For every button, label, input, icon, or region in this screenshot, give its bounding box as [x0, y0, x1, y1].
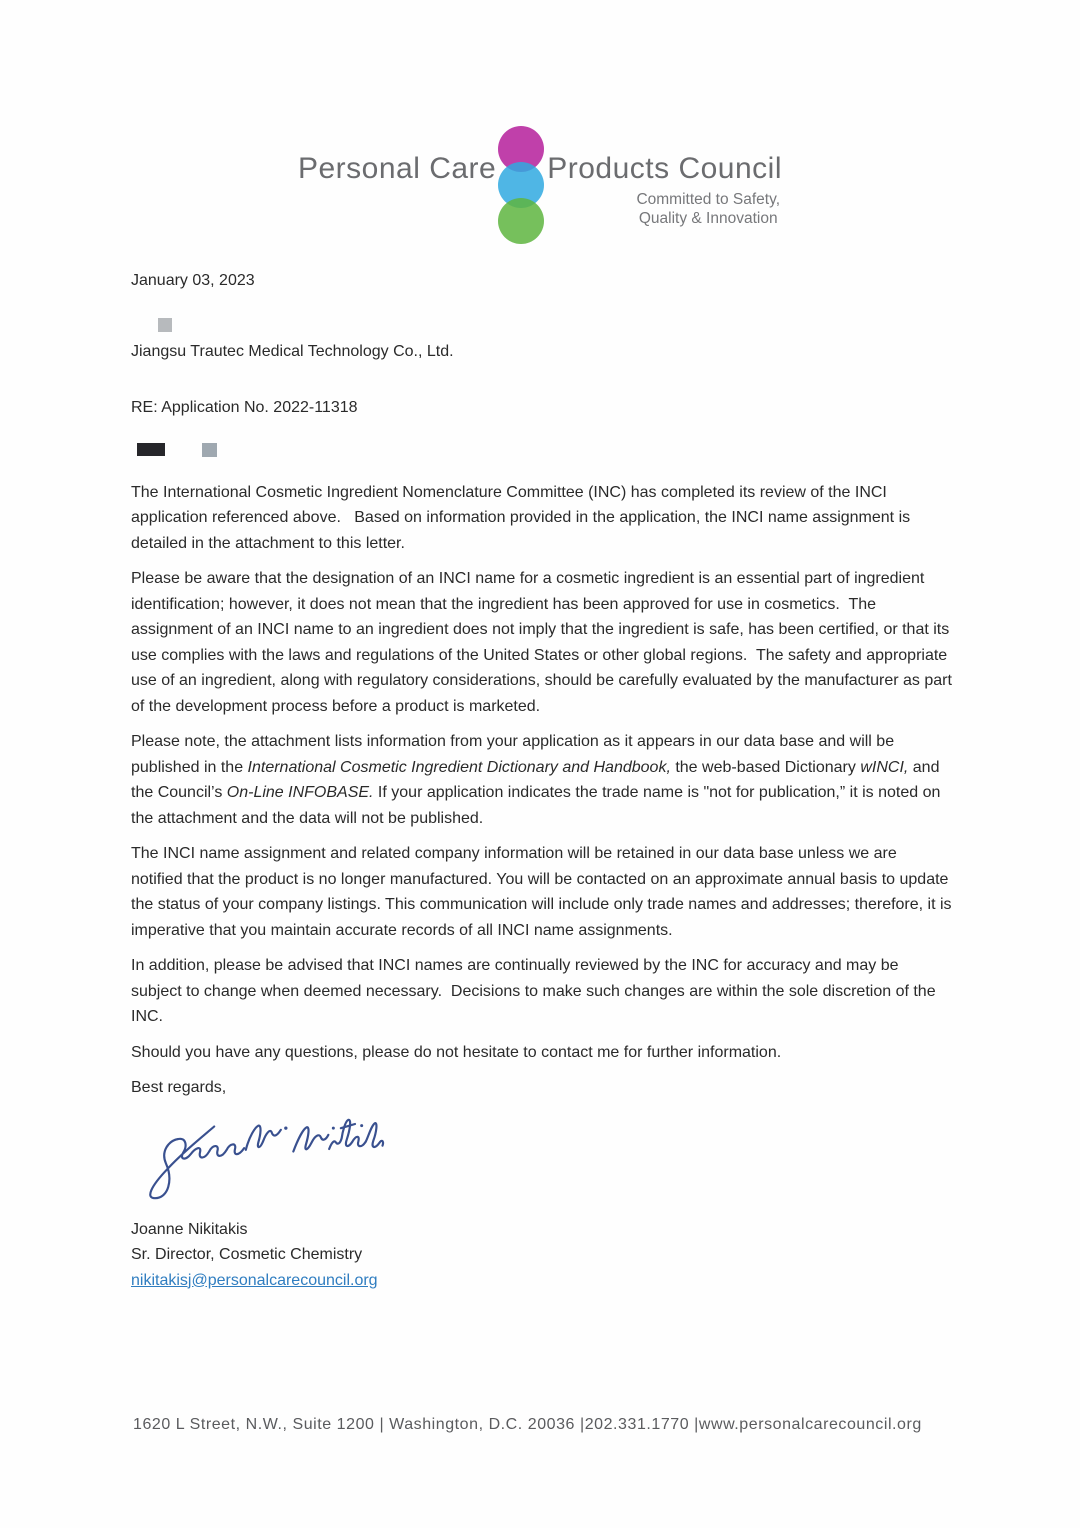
p3-text-4: If your application indicates the trade name is "not for publication,” it is noted on the attachment and the data will not be published.	[131, 784, 945, 827]
salutation-redacted	[137, 443, 952, 457]
closing: Best regards,	[131, 1079, 227, 1096]
signer-email-link[interactable]: nikitakisj@personalcarecouncil.org	[131, 1271, 378, 1289]
re-line: RE: Application No. 2022-11318	[131, 399, 358, 416]
signer-title: Sr. Director, Cosmetic Chemistry	[131, 1246, 363, 1263]
p3-text-1: Please note, the attachment lists information from your application as it appears in our data base and will be published in the	[131, 733, 899, 776]
signature-block	[131, 1217, 952, 1294]
redaction-box-address	[158, 318, 172, 332]
p3-dictionary-title: International Cosmetic Ingredient Dictionary and Handbook,	[247, 758, 671, 776]
logo-tagline-line2: Quality & Innovation	[638, 210, 778, 227]
logo-tagline-line1: Committed to Safety,	[636, 191, 781, 208]
letter-date: January 03, 2023	[131, 272, 255, 289]
pcpc-logo	[0, 126, 1080, 244]
p3-infobase-title: On-Line INFOBASE.	[226, 784, 374, 801]
letter-body	[0, 268, 1080, 1293]
footer-address: 1620 L Street, N.W., Suite 1200 | Washington, D.C. 20036 |202.331.1770 |www.personalcarecouncil.org	[133, 1416, 922, 1433]
signature-strokes	[150, 1119, 383, 1197]
addressee: Jiangsu Trautec Medical Technology Co., Ltd.	[131, 342, 454, 360]
paragraph-review-complete: The International Cosmetic Ingredient Nomenclature Committee (INC) has completed its review of the INCI application referenced above. Based on information provided in the application, the INCI name assignment is detailed in the attachment to this letter.	[131, 483, 915, 552]
logo-circle-green-icon	[498, 198, 544, 244]
logo-text-products-council: Products Council	[547, 152, 783, 185]
paragraph-inc-review: In addition, please be advised that INCI names are continually reviewed by the INC for accuracy and may be subject to change when deemed necessary. Decisions to make such changes are within the sole discretion of the INC.	[131, 957, 941, 1025]
paragraph-retention: The INCI name assignment and related company information will be retained in our data base unless we are notified that the product is no longer manufactured. You will be contacted on an approximate annual basis to update the status of your company listings. This communication will include only trade names and addresses; therefore, it is imperative that you maintain accurate records of all INCI name assignments.	[131, 845, 956, 939]
signature-image	[135, 1103, 952, 1205]
paragraph-designation-notice: Please be aware that the designation of an INCI name for a cosmetic ingredient is an essential part of ingredient identification; however, it does not mean that the ingredient has been approved for use in cosmetics. The assignment of an INCI name to an ingredient does not imply that the ingredient is safe, has been certified, or that its use complies with the laws and regulations of the United States or other global regions. The safety and appropriate use of an ingredient, along with regulatory considerations, should be carefully evaluated by the manufacturer as part of the development process before a product is marketed.	[131, 570, 957, 715]
logo-circles-icon	[498, 126, 545, 244]
redaction-box-gray	[202, 443, 217, 457]
redaction-box-black	[137, 443, 165, 456]
signer-name: Joanne Nikitakis	[131, 1220, 248, 1238]
logo-tagline	[636, 190, 782, 228]
paragraph-publication	[131, 729, 952, 831]
p3-text-3: and the Council’s	[131, 758, 944, 801]
p3-text-2: the web-based Dictionary	[670, 758, 861, 776]
paragraph-contact: Should you have any questions, please do not hesitate to contact me for further information.	[131, 1043, 782, 1061]
p3-winci-title: wINCI,	[860, 758, 909, 776]
logo-text-personal-care: Personal Care	[297, 152, 497, 185]
